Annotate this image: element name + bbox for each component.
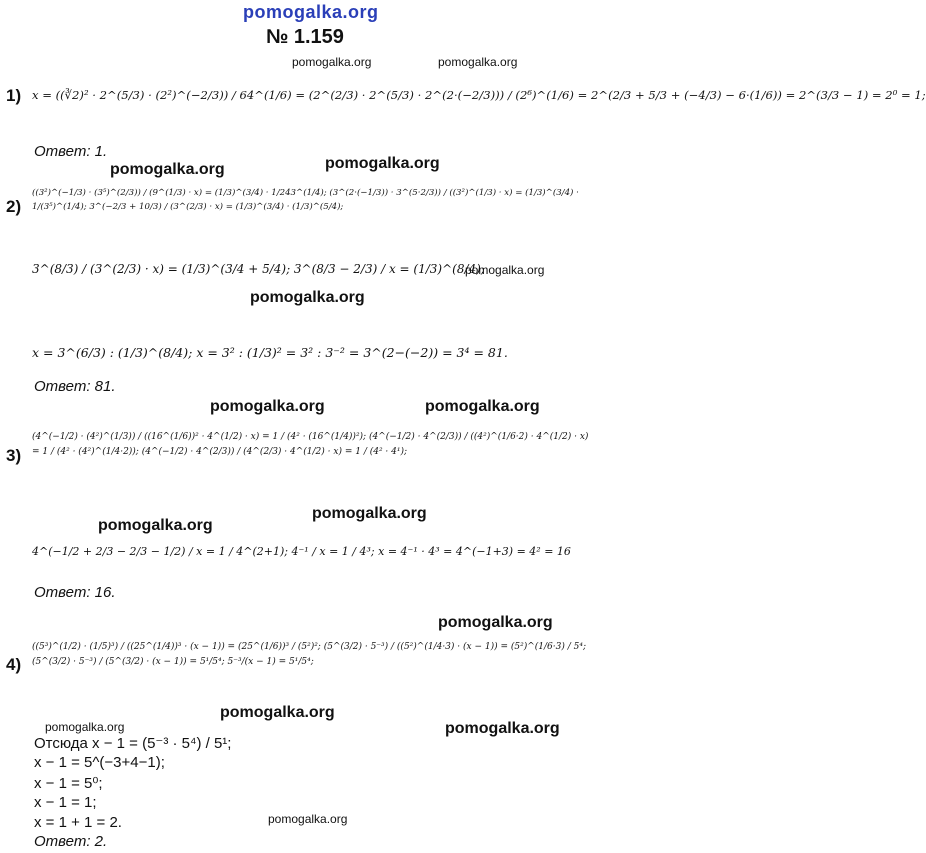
watermark: pomogalka.org — [98, 517, 213, 534]
watermark: pomogalka.org — [438, 55, 518, 69]
part-4-step: x − 1 = 5⁰; — [34, 775, 103, 792]
part-1-solution: x = ((∛2)² · 2^(5/3) · (2²)^(−2/3)) / 64^(1/6) = (2^(2/3) · 2^(5/3) · 2^(2·(−2/3))) / (2⁶)^(1/6) = 2^(2/3 + 5/3 + (−4/3) − 6·(1/6)) = 2^(3/3 − 1) = 2⁰ = 1; — [32, 88, 926, 102]
part-3-line-2: 4^(−1/2 + 2/3 − 2/3 − 1/2) / x = 1 / 4^(2+1); 4⁻¹ / x = 1 / 4³; x = 4⁻¹ · 4³ = 4^(−1+3) = 4² = 16 — [32, 545, 571, 558]
part-4-step: x − 1 = 1; — [34, 794, 97, 811]
watermark: pomogalka.org — [220, 704, 335, 721]
watermark: pomogalka.org — [438, 614, 553, 631]
part-4-line-1: ((5³)^(1/2) · (1/5)³) / ((25^(1/4))³ · (x − 1)) = (25^(1/6))³ / (5²)²; (5^(3/2) · 5⁻³) / ((5²)^(1/4·3) · (x − 1)) = (5²)^(1/6·3) / 5⁴; (5^(3/2) · 5⁻³) / (5^(3/2) · (x − 1)) = 5¹/5⁴; 5⁻³/(x − 1) = 5¹/5⁴; — [32, 642, 586, 667]
part-label: 4) — [6, 655, 22, 674]
part-2-line-3: x = 3^(6/3) : (1/3)^(8/4); x = 3² : (1/3)² = 3² : 3⁻² = 3^(2−(−2)) = 3⁴ = 81. — [32, 345, 508, 360]
watermark: pomogalka.org — [445, 720, 560, 737]
part-4-step: x − 1 = 5^(−3+4−1); — [34, 754, 165, 771]
part-4-step: Отсюда x − 1 = (5⁻³ · 5⁴) / 5¹; — [34, 735, 232, 752]
watermark: pomogalka.org — [325, 155, 440, 172]
watermark: pomogalka.org — [110, 161, 225, 178]
part-2-answer: Ответ: 81. — [34, 378, 116, 395]
site-header: pomogalka.org — [243, 2, 379, 22]
part-label: 3) — [6, 446, 22, 465]
watermark: pomogalka.org — [210, 398, 325, 415]
watermark: pomogalka.org — [465, 263, 545, 277]
part-2-line-1: ((3²)^(−1/3) · (3⁵)^(2/3)) / (9^(1/3) · x) = (1/3)^(3/4) · 1/243^(1/4); (3^(2·(−1/3)) · 3^(5·2/3)) / ((3²)^(1/3) · x) = (1/3)^(3/4) · 1/(3⁵)^(1/4); 3^(−2/3 + 10/3) / (3^(2/3) · x) = (1/3)^(3/4) · (1/3)^(5/4); — [32, 188, 579, 212]
watermark: pomogalka.org — [268, 812, 348, 826]
part-4-answer: Ответ: 2. — [34, 833, 108, 850]
watermark: pomogalka.org — [45, 720, 125, 734]
part-label: 1) — [6, 86, 22, 105]
part-2-line-2: 3^(8/3) / (3^(2/3) · x) = (1/3)^(3/4 + 5/4); 3^(8/3 − 2/3) / x = (1/3)^(8/4); — [32, 262, 485, 276]
watermark: pomogalka.org — [250, 289, 365, 306]
part-3-answer: Ответ: 16. — [34, 584, 116, 601]
part-3-line-1: (4^(−1/2) · (4²)^(1/3)) / ((16^(1/6))² · 4^(1/2) · x) = 1 / (4² · (16^(1/4))²); (4^(−1/2) · 4^(2/3)) / ((4²)^(1/6·2) · 4^(1/2) · x) = 1 / (4² · (4²)^(1/4·2)); (4^(−1/2) · 4^(2/3)) / (4^(2/3) · 4^(1/2) · x) = 1 / (4² · 4¹); — [32, 432, 589, 457]
part-label: 2) — [6, 197, 22, 216]
watermark: pomogalka.org — [292, 55, 372, 69]
watermark: pomogalka.org — [425, 398, 540, 415]
task-title: № 1.159 — [266, 26, 344, 48]
watermark: pomogalka.org — [312, 505, 427, 522]
part-4-step: x = 1 + 1 = 2. — [34, 814, 122, 831]
part-1-answer: Ответ: 1. — [34, 143, 108, 160]
